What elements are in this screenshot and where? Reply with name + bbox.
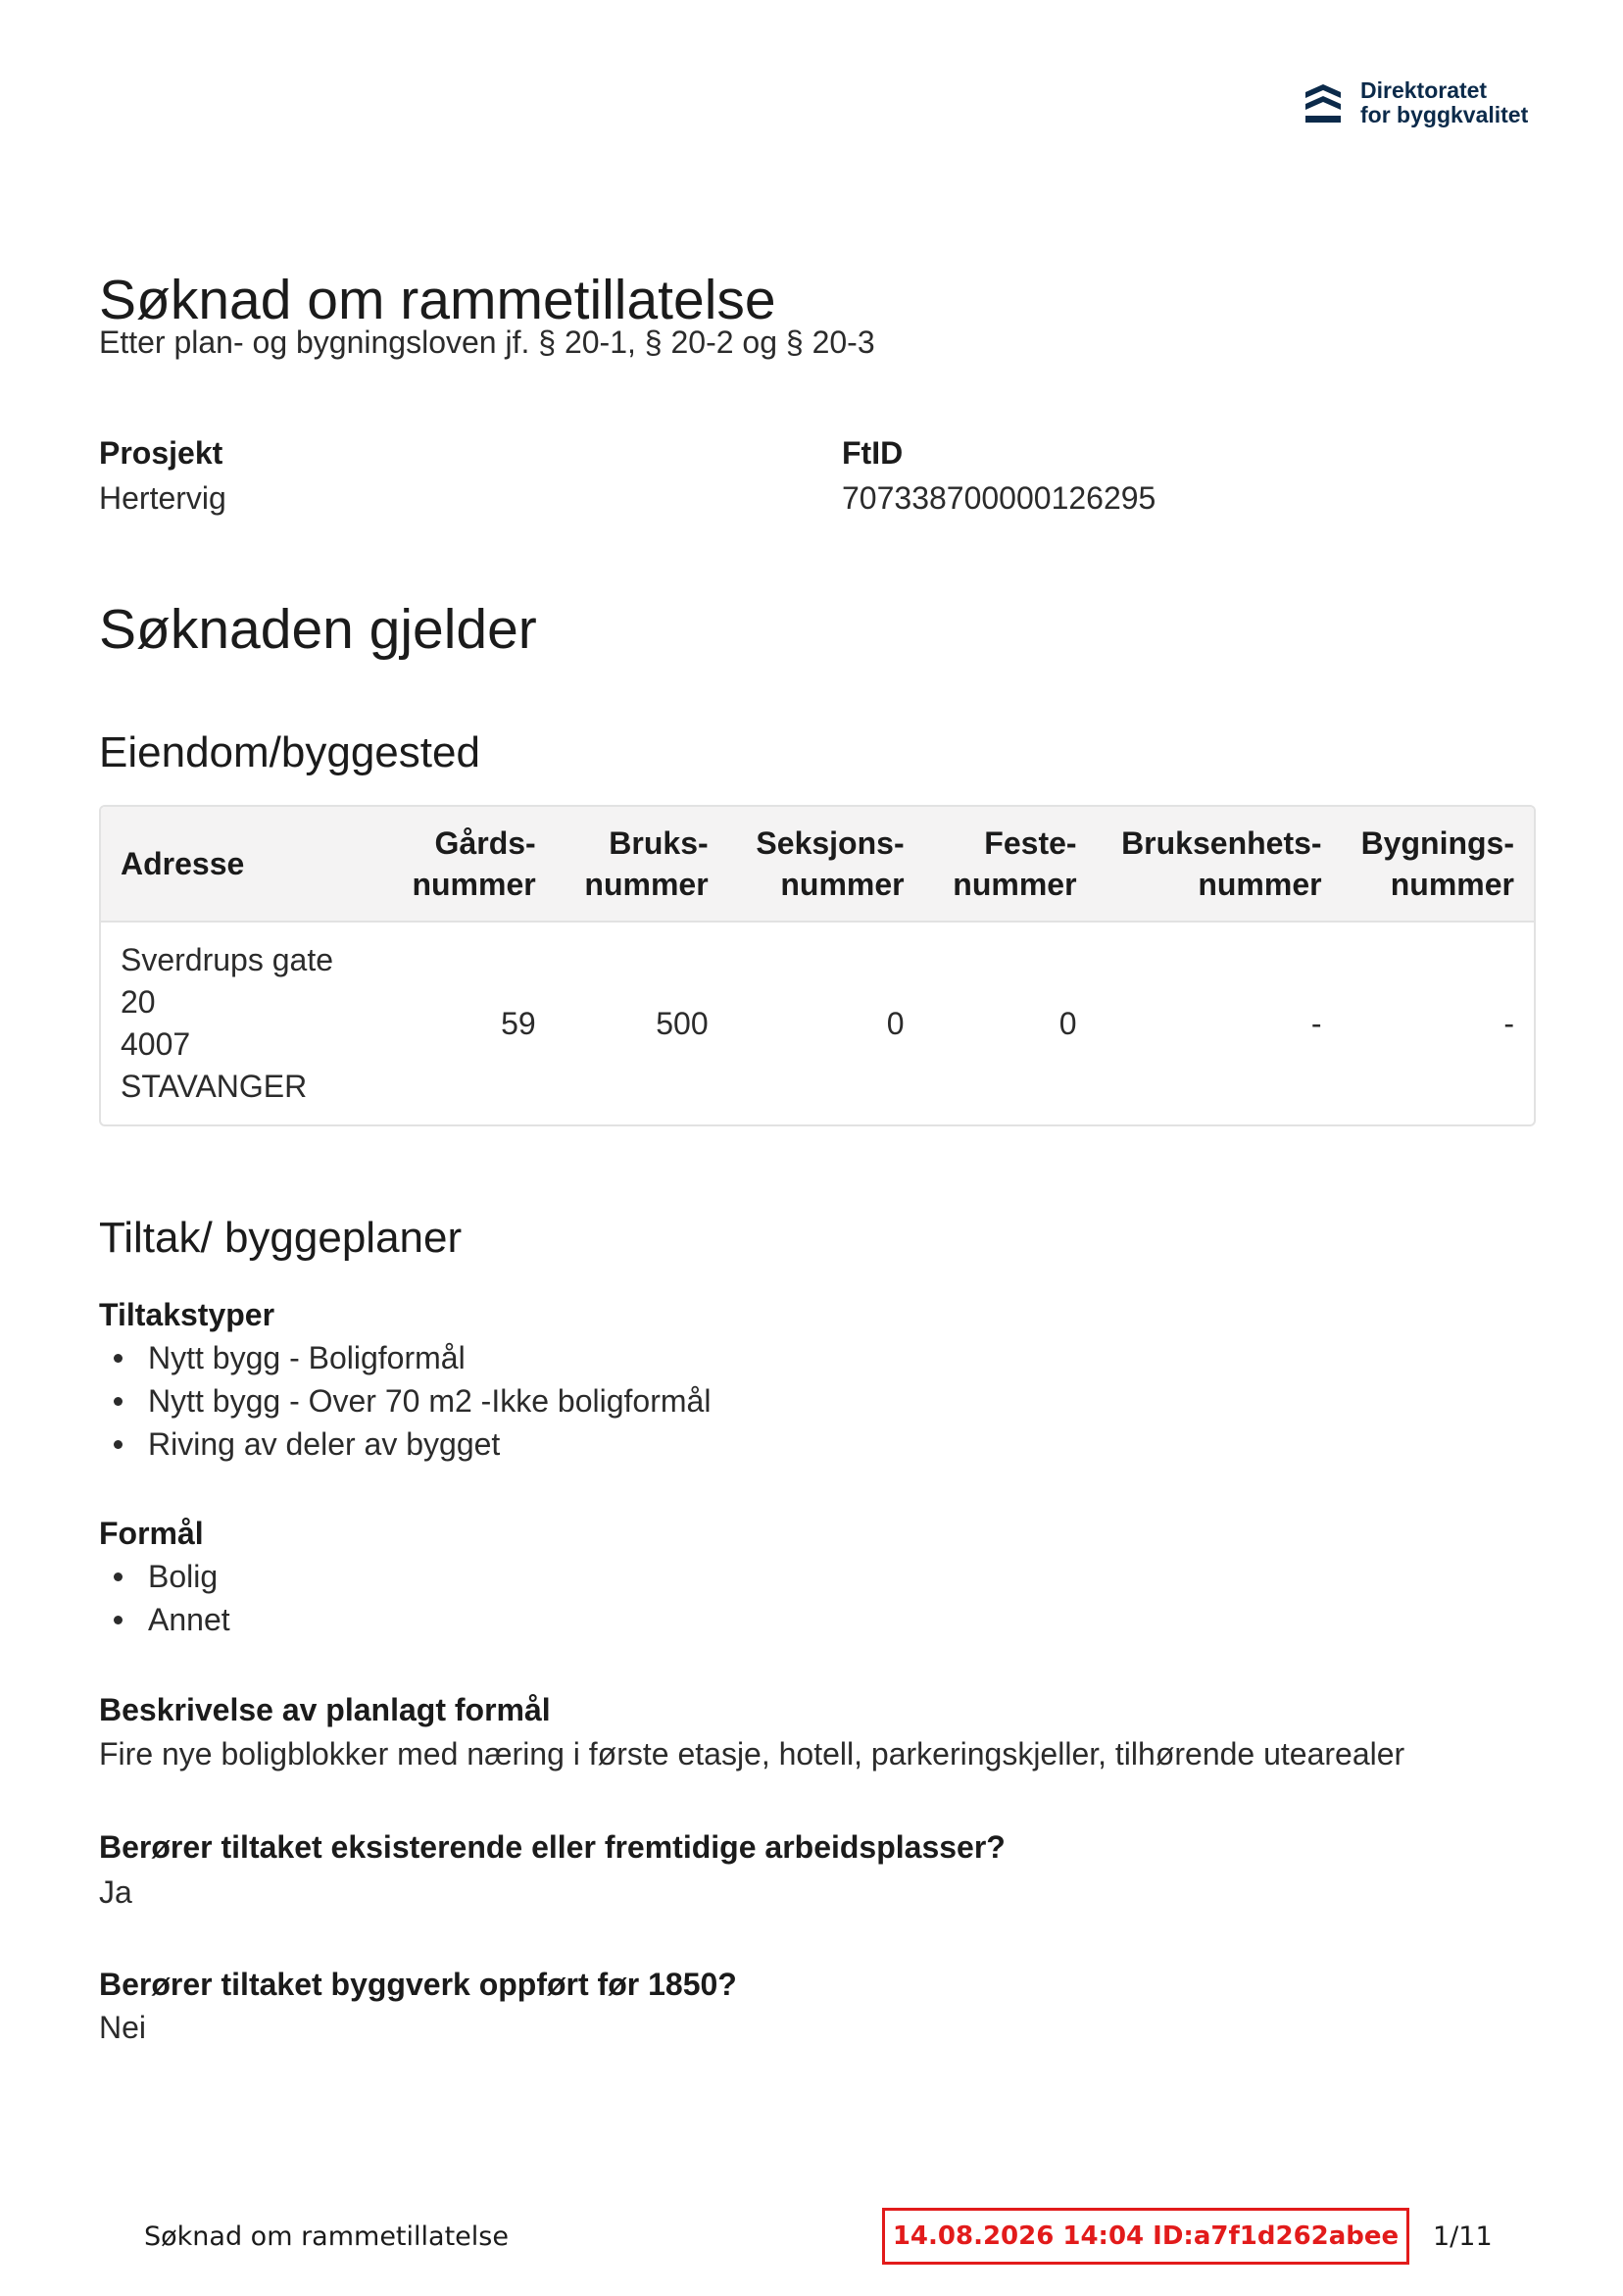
cell-seksjonsnummer: 0 — [886, 1005, 905, 1041]
logo-line-2: for byggkvalitet — [1360, 102, 1529, 127]
timestamp-stamp: 14.08.2026 14:04 ID:a7f1d262abee — [882, 2208, 1409, 2265]
cell-bruksnummer: 500 — [656, 1005, 709, 1041]
col-label-line: Bygnings- — [1360, 825, 1514, 861]
section-title: Søknaden gjelder — [99, 598, 537, 661]
col-label-line: nummer — [953, 867, 1077, 902]
beskrivelse-label: Beskrivelse av planlagt formål — [99, 1692, 551, 1727]
col-label-line: nummer — [1390, 867, 1514, 902]
col-label-line: nummer — [1198, 867, 1322, 902]
property-table — [99, 805, 1536, 1126]
address-line: STAVANGER — [121, 1069, 308, 1104]
document-subtitle: Etter plan- og bygningsloven jf. § 20-1, § 20-2 og § 20-3 — [99, 324, 875, 360]
col-label-line: nummer — [412, 867, 536, 902]
dibk-logo-icon — [1303, 80, 1343, 127]
arbeidsplasser-value: Ja — [99, 1874, 132, 1910]
col-label-line: Feste- — [984, 825, 1077, 861]
formal-list — [99, 1555, 230, 1641]
ftid-value: 707338700000126295 — [842, 480, 1156, 516]
formal-label: Formål — [99, 1516, 204, 1551]
col-bruksnummer — [556, 807, 728, 922]
logo-text — [1360, 78, 1528, 127]
col-label-line: Bruksenhets- — [1121, 825, 1322, 861]
table-header-row — [101, 807, 1534, 922]
table-row — [101, 922, 1534, 1124]
cell-bygningsnummer: - — [1503, 1005, 1514, 1041]
pre1850-label: Berører tiltaket byggverk oppført før 1850? — [99, 1967, 737, 2002]
footer-title: Søknad om rammetillatelse — [144, 2221, 509, 2252]
address-line: Sverdrups gate — [121, 942, 334, 977]
page-number: 1/11 — [1433, 2221, 1493, 2252]
beskrivelse-value: Fire nye boligblokker med næring i første etasje, hotell, parkeringskjeller, tilhørende utearealer — [99, 1736, 1405, 1772]
project-label: Prosjekt — [99, 435, 223, 471]
list-item: Bolig — [99, 1555, 230, 1598]
col-label-line: Gårds- — [434, 825, 536, 861]
address-line: 4007 — [121, 1026, 191, 1062]
document-title: Søknad om rammetillatelse — [99, 269, 776, 331]
ftid-label: FtID — [842, 435, 904, 471]
project-value: Hertervig — [99, 480, 226, 516]
col-bygningsnummer — [1342, 807, 1534, 922]
cell-adresse — [101, 922, 385, 1124]
list-item: Nytt bygg - Boligformål — [99, 1336, 711, 1379]
pre1850-value: Nei — [99, 2010, 147, 2045]
tiltakstyper-label: Tiltakstyper — [99, 1297, 275, 1332]
col-adresse-label: Adresse — [121, 846, 245, 881]
arbeidsplasser-label: Berører tiltaket eksisterende eller fremtidige arbeidsplasser? — [99, 1829, 1006, 1865]
list-item: Annet — [99, 1598, 230, 1641]
col-label-line: nummer — [780, 867, 905, 902]
property-heading: Eiendom/byggested — [99, 728, 480, 776]
cell-gardsnummer: 59 — [501, 1005, 536, 1041]
col-label-line: nummer — [584, 867, 709, 902]
col-label-line: Bruks- — [609, 825, 709, 861]
tiltakstyper-list — [99, 1336, 711, 1466]
col-seksjonsnummer — [728, 807, 924, 922]
address-line: 20 — [121, 984, 156, 1020]
col-bruksenhetsnummer — [1097, 807, 1342, 922]
cell-festenummer: 0 — [1058, 1005, 1077, 1041]
logo-line-1: Direktoratet — [1360, 77, 1488, 103]
list-item: Riving av deler av bygget — [99, 1423, 711, 1466]
cell-bruksenhetsnummer: - — [1310, 1005, 1322, 1041]
tiltak-heading: Tiltak/ byggeplaner — [99, 1214, 463, 1262]
list-item: Nytt bygg - Over 70 m2 -Ikke boligformål — [99, 1379, 711, 1423]
col-adresse — [101, 807, 385, 922]
col-label-line: Seksjons- — [756, 825, 905, 861]
col-festenummer — [924, 807, 1097, 922]
col-gardsnummer — [385, 807, 556, 922]
dibk-logo — [1303, 78, 1528, 127]
